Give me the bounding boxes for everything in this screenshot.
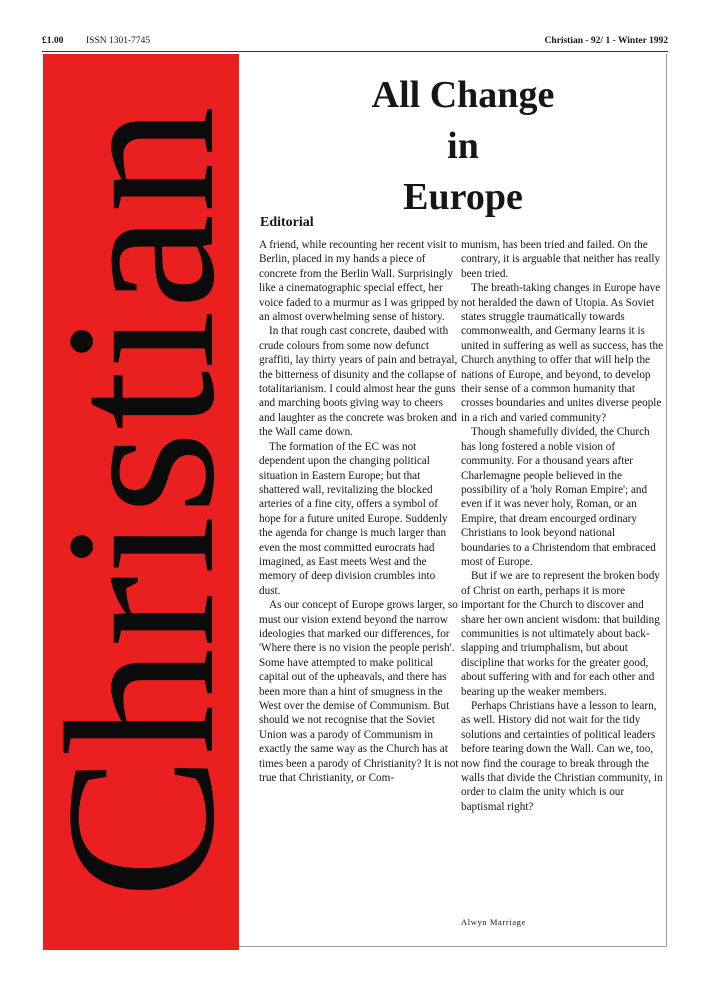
issue-label: Christian - 92/ 1 - Winter 1992 bbox=[544, 36, 668, 46]
article-column-1 bbox=[259, 238, 459, 785]
paragraph: Perhaps Christians have a lesson to learn, as well. History did not wait for the tidy solutions and certainties of political leaders before tearing down the Wall. Can we, too, now find the courage to break through the walls that divide the Christian community, in order to claim the unity which is our baptismal right? bbox=[461, 700, 663, 813]
paragraph: Though shamefully divided, the Church has long fostered a noble vision of community. For a thousand years after Charlemagne people believed in the possibility of a 'holy Roman Empire'; and even if it was never holy, Roman, or an Empire, that dream encourged ordinary Christians to look beyond national boundaries to a Christendom that embraced most of Europe. bbox=[461, 426, 656, 568]
headline bbox=[300, 70, 626, 223]
paragraph: The formation of the EC was not dependent upon the changing political situation in Eastern Europe; but that shattered wall, revitalizing the blocked arteries of a fine city, offers a symbol of hope for a future united Europe. Suddenly the agenda for change is much larger than even the most committed eurocrats had imagined, as East meets West and the memory of deep division crumbles into dust. bbox=[259, 440, 448, 597]
header-rule bbox=[42, 51, 668, 52]
paragraph: As our concept of Europe grows larger, so must our vision extend beyond the narrow ideologies that marked our differences, for 'Where there is no vision the people perish'. Some have attempted to make political capital out of the upheavals, and there has been more than a hint of smugness in the West over the demise of Communism. But should we not recognise that the Soviet Union was a parody of Communism in exactly the same way as the Church has at times been a parody of Christianity? It is not true that Christianity, or Com- bbox=[259, 599, 459, 785]
paragraph: But if we are to represent the broken body of Christ on earth, perhaps it is more important for the Church to discover and share her own ancient wisdom: that building communities is not ultimately about back-slapping and triumphalism, but about discipline that works for the greater good, about suffering with and for each other and bearing up the weaker members. bbox=[461, 570, 660, 698]
paragraph: munism, has been tried and failed. On the contrary, it is arguable that neither has really been tried. bbox=[461, 239, 661, 280]
frame-border-right bbox=[666, 54, 667, 947]
section-label: Editorial bbox=[260, 215, 314, 230]
frame-border-bottom bbox=[239, 946, 667, 947]
masthead-banner bbox=[22, 54, 259, 950]
paragraph: In that rough cast concrete, daubed with crude colours from some now defunct graffiti, lay thirty years of pain and betrayal, the bitterness of disunity and the collapse of totalitarianism. I could almost hear the guns and marching boots giving way to cheers and laughter as the concrete was broken and the Wall came down. bbox=[259, 325, 458, 439]
issn-label: ISSN 1301-7745 bbox=[86, 36, 151, 46]
headline-line-1: All Change bbox=[371, 74, 555, 116]
headline-line-3: Europe bbox=[403, 176, 523, 218]
paragraph: The breath-taking changes in Europe have not heralded the dawn of Utopia. As Soviet states struggle traumatically towards commonwealth, and Germany learns it is united in suffering as well as success, has the Church anything to offer that will help the nations of Europe, and beyond, to develop their sense of a common humanity that crosses boundaries and unites diverse people in a rich and varied community? bbox=[461, 282, 664, 424]
article-column-2 bbox=[461, 238, 665, 814]
headline-line-2: in bbox=[447, 125, 479, 167]
paragraph: A friend, while recounting her recent visit to Berlin, placed in my hands a piece of concrete from the Berlin Wall. Surprisingly like a cinematographic special effect, her voice faded to a murmur as I was gripped by an almost overwhelming sense of history. bbox=[259, 239, 459, 324]
page-header bbox=[42, 36, 668, 50]
masthead-title: Christian bbox=[22, 105, 259, 899]
author-byline: Alwyn Marriage bbox=[461, 917, 526, 927]
price-label: £1.00 bbox=[42, 36, 64, 46]
